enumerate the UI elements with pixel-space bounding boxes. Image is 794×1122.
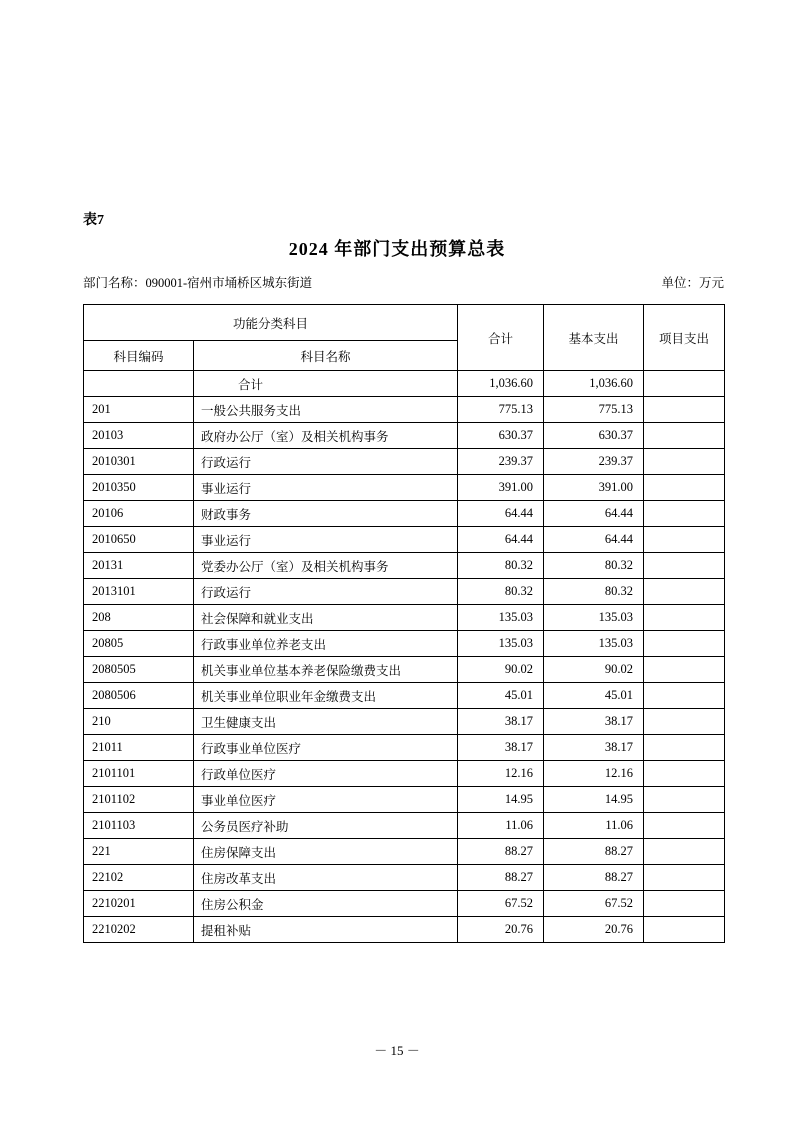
header-name: 科目名称 [194, 341, 458, 371]
subject-code-cell: 22102 [84, 865, 194, 891]
total-cell: 135.03 [458, 631, 544, 657]
project-expense-cell [644, 917, 725, 943]
subject-name-cell: 行政事业单位医疗 [194, 735, 458, 761]
project-expense-cell [644, 475, 725, 501]
table-row [84, 397, 725, 423]
basic-expense-cell: 88.27 [544, 839, 644, 865]
subject-code-cell: 20131 [84, 553, 194, 579]
subject-code-cell: 2010350 [84, 475, 194, 501]
basic-expense-cell: 80.32 [544, 553, 644, 579]
subject-name-cell: 卫生健康支出 [194, 709, 458, 735]
table-row [84, 657, 725, 683]
subject-code-cell: 2010301 [84, 449, 194, 475]
subject-name-cell: 公务员医疗补助 [194, 813, 458, 839]
basic-expense-cell: 38.17 [544, 735, 644, 761]
table-row [84, 761, 725, 787]
basic-expense-cell: 38.17 [544, 709, 644, 735]
table-row [84, 475, 725, 501]
subject-code-cell: 2080505 [84, 657, 194, 683]
table-row [84, 553, 725, 579]
total-cell: 45.01 [458, 683, 544, 709]
table-label: 表7 [83, 213, 104, 228]
table-row [84, 735, 725, 761]
subject-name-cell: 事业运行 [194, 475, 458, 501]
basic-expense-cell: 14.95 [544, 787, 644, 813]
subject-name-cell: 事业运行 [194, 527, 458, 553]
table-row [84, 605, 725, 631]
table-row [84, 813, 725, 839]
basic-expense-cell: 239.37 [544, 449, 644, 475]
basic-expense-cell: 1,036.60 [544, 371, 644, 397]
table-row [84, 787, 725, 813]
subject-code-cell: 208 [84, 605, 194, 631]
subject-name-cell: 财政事务 [194, 501, 458, 527]
total-cell: 38.17 [458, 735, 544, 761]
subject-name-cell: 住房公积金 [194, 891, 458, 917]
subject-code-cell: 20103 [84, 423, 194, 449]
subject-name-cell: 机关事业单位职业年金缴费支出 [194, 683, 458, 709]
total-cell: 630.37 [458, 423, 544, 449]
project-expense-cell [644, 553, 725, 579]
subject-name-cell: 社会保障和就业支出 [194, 605, 458, 631]
subject-name-cell: 行政事业单位养老支出 [194, 631, 458, 657]
project-expense-cell [644, 397, 725, 423]
table-row [84, 839, 725, 865]
total-cell: 90.02 [458, 657, 544, 683]
basic-expense-cell: 64.44 [544, 501, 644, 527]
total-cell: 80.32 [458, 579, 544, 605]
total-cell: 391.00 [458, 475, 544, 501]
table-row [84, 683, 725, 709]
table-row [84, 527, 725, 553]
subject-name-cell: 合计 [194, 371, 458, 397]
page-title: 2024 年部门支出预算总表 [288, 239, 506, 259]
total-cell: 135.03 [458, 605, 544, 631]
project-expense-cell [644, 683, 725, 709]
subject-code-cell: 2080506 [84, 683, 194, 709]
table-row [84, 709, 725, 735]
table-row [84, 631, 725, 657]
header-total: 合计 [458, 305, 544, 371]
total-cell: 20.76 [458, 917, 544, 943]
subject-name-cell: 事业单位医疗 [194, 787, 458, 813]
meta-line [83, 273, 724, 291]
basic-expense-cell: 135.03 [544, 605, 644, 631]
total-cell: 64.44 [458, 501, 544, 527]
total-cell: 38.17 [458, 709, 544, 735]
subject-code-cell: 2013101 [84, 579, 194, 605]
basic-expense-cell: 391.00 [544, 475, 644, 501]
project-expense-cell [644, 839, 725, 865]
project-expense-cell [644, 657, 725, 683]
header-code: 科目编码 [84, 341, 194, 371]
project-expense-cell [644, 631, 725, 657]
total-cell: 88.27 [458, 839, 544, 865]
basic-expense-cell: 11.06 [544, 813, 644, 839]
project-expense-cell [644, 501, 725, 527]
project-expense-cell [644, 787, 725, 813]
page-number: － 15 － [374, 1043, 420, 1058]
total-cell: 239.37 [458, 449, 544, 475]
subject-code-cell: 21011 [84, 735, 194, 761]
subject-code-cell: 221 [84, 839, 194, 865]
project-expense-cell [644, 865, 725, 891]
subject-code-cell: 20805 [84, 631, 194, 657]
project-expense-cell [644, 371, 725, 397]
table-row [84, 917, 725, 943]
total-cell: 11.06 [458, 813, 544, 839]
basic-expense-cell: 630.37 [544, 423, 644, 449]
subject-code-cell [84, 371, 194, 397]
budget-table [83, 304, 725, 943]
subject-name-cell: 行政运行 [194, 579, 458, 605]
subject-name-cell: 一般公共服务支出 [194, 397, 458, 423]
subject-name-cell: 提租补贴 [194, 917, 458, 943]
header-basic: 基本支出 [544, 305, 644, 371]
header-func-group: 功能分类科目 [84, 305, 458, 341]
table-row [84, 501, 725, 527]
total-cell: 12.16 [458, 761, 544, 787]
total-cell: 88.27 [458, 865, 544, 891]
basic-expense-cell: 67.52 [544, 891, 644, 917]
total-cell: 80.32 [458, 553, 544, 579]
subject-name-cell: 机关事业单位基本养老保险缴费支出 [194, 657, 458, 683]
table-row [84, 449, 725, 475]
table-row [84, 371, 725, 397]
total-cell: 64.44 [458, 527, 544, 553]
subject-name-cell: 住房保障支出 [194, 839, 458, 865]
table-row [84, 865, 725, 891]
subject-code-cell: 210 [84, 709, 194, 735]
table-row [84, 579, 725, 605]
basic-expense-cell: 80.32 [544, 579, 644, 605]
subject-name-cell: 政府办公厅（室）及相关机构事务 [194, 423, 458, 449]
subject-code-cell: 20106 [84, 501, 194, 527]
subject-code-cell: 2210201 [84, 891, 194, 917]
project-expense-cell [644, 579, 725, 605]
basic-expense-cell: 20.76 [544, 917, 644, 943]
basic-expense-cell: 45.01 [544, 683, 644, 709]
basic-expense-cell: 90.02 [544, 657, 644, 683]
table-body [84, 371, 725, 943]
total-cell: 67.52 [458, 891, 544, 917]
subject-code-cell: 2101103 [84, 813, 194, 839]
subject-name-cell: 行政运行 [194, 449, 458, 475]
project-expense-cell [644, 527, 725, 553]
subject-code-cell: 2101102 [84, 787, 194, 813]
subject-code-cell: 201 [84, 397, 194, 423]
basic-expense-cell: 12.16 [544, 761, 644, 787]
subject-name-cell: 党委办公厅（室）及相关机构事务 [194, 553, 458, 579]
project-expense-cell [644, 735, 725, 761]
subject-code-cell: 2210202 [84, 917, 194, 943]
department-name: 部门名称：090001-宿州市埇桥区城东街道 [83, 276, 313, 290]
basic-expense-cell: 775.13 [544, 397, 644, 423]
project-expense-cell [644, 891, 725, 917]
project-expense-cell [644, 449, 725, 475]
table-row [84, 891, 725, 917]
basic-expense-cell: 135.03 [544, 631, 644, 657]
table-header [84, 305, 725, 371]
project-expense-cell [644, 605, 725, 631]
total-cell: 775.13 [458, 397, 544, 423]
subject-code-cell: 2010650 [84, 527, 194, 553]
header-project: 项目支出 [644, 305, 725, 371]
subject-name-cell: 住房改革支出 [194, 865, 458, 891]
basic-expense-cell: 64.44 [544, 527, 644, 553]
total-cell: 1,036.60 [458, 371, 544, 397]
project-expense-cell [644, 761, 725, 787]
unit-label: 单位：万元 [661, 276, 724, 290]
table-row [84, 423, 725, 449]
project-expense-cell [644, 709, 725, 735]
total-cell: 14.95 [458, 787, 544, 813]
project-expense-cell [644, 813, 725, 839]
basic-expense-cell: 88.27 [544, 865, 644, 891]
subject-code-cell: 2101101 [84, 761, 194, 787]
subject-name-cell: 行政单位医疗 [194, 761, 458, 787]
project-expense-cell [644, 423, 725, 449]
